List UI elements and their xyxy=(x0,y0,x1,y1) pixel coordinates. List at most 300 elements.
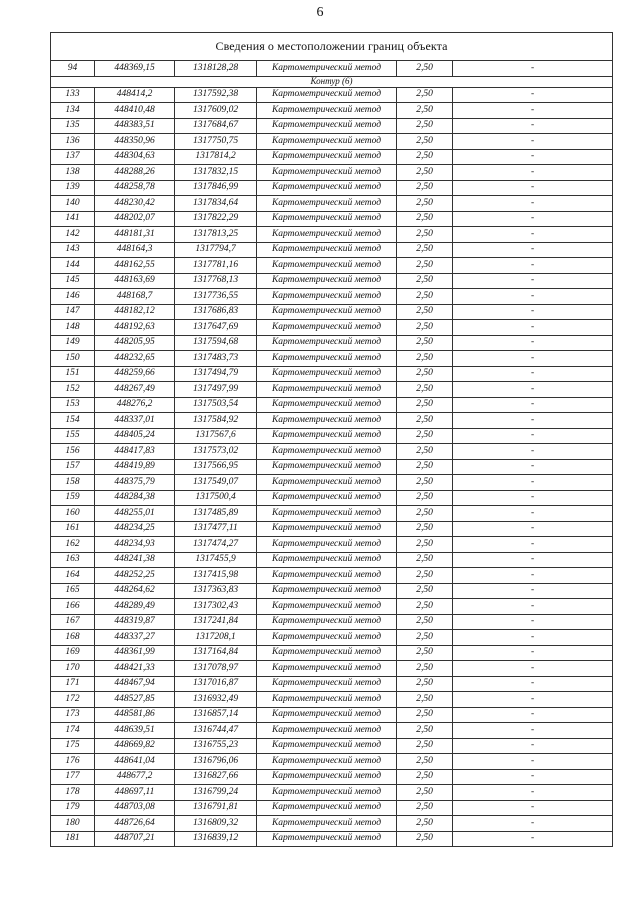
note-cell: - xyxy=(453,428,613,444)
error-cell: 2,50 xyxy=(397,165,453,181)
error-cell: 2,50 xyxy=(397,444,453,460)
method-cell: Картометрический метод xyxy=(257,87,397,103)
x-coordinate-cell: 448202,07 xyxy=(95,211,175,227)
y-coordinate-cell: 1317567,6 xyxy=(175,428,257,444)
error-cell: 2,50 xyxy=(397,335,453,351)
note-cell: - xyxy=(453,599,613,615)
x-coordinate-cell: 448252,25 xyxy=(95,568,175,584)
note-cell: - xyxy=(453,258,613,274)
note-cell: - xyxy=(453,754,613,770)
y-coordinate-cell: 1317609,02 xyxy=(175,103,257,119)
point-number-cell: 179 xyxy=(51,800,95,816)
point-number-cell: 165 xyxy=(51,583,95,599)
table-row xyxy=(51,258,613,274)
x-coordinate-cell: 448255,01 xyxy=(95,506,175,522)
method-cell: Картометрический метод xyxy=(257,304,397,320)
table-row xyxy=(51,242,613,258)
point-number-cell: 144 xyxy=(51,258,95,274)
table-row xyxy=(51,351,613,367)
y-coordinate-cell: 1317483,73 xyxy=(175,351,257,367)
section-row xyxy=(51,76,613,87)
table-row xyxy=(51,475,613,491)
x-coordinate-cell: 448288,26 xyxy=(95,165,175,181)
note-cell: - xyxy=(453,692,613,708)
y-coordinate-cell: 1317594,68 xyxy=(175,335,257,351)
error-cell: 2,50 xyxy=(397,351,453,367)
table-row xyxy=(51,816,613,832)
method-cell: Картометрический метод xyxy=(257,754,397,770)
x-coordinate-cell: 448284,38 xyxy=(95,490,175,506)
y-coordinate-cell: 1317686,83 xyxy=(175,304,257,320)
x-coordinate-cell: 448639,51 xyxy=(95,723,175,739)
y-coordinate-cell: 1316799,24 xyxy=(175,785,257,801)
table-row xyxy=(51,645,613,661)
y-coordinate-cell: 1317455,9 xyxy=(175,552,257,568)
table-row xyxy=(51,61,613,77)
method-cell: Картометрический метод xyxy=(257,382,397,398)
error-cell: 2,50 xyxy=(397,661,453,677)
table-row xyxy=(51,490,613,506)
note-cell: - xyxy=(453,134,613,150)
error-cell: 2,50 xyxy=(397,800,453,816)
point-number-cell: 163 xyxy=(51,552,95,568)
error-cell: 2,50 xyxy=(397,103,453,119)
note-cell: - xyxy=(453,661,613,677)
x-coordinate-cell: 448234,25 xyxy=(95,521,175,537)
method-cell: Картометрический метод xyxy=(257,831,397,847)
point-number-cell: 175 xyxy=(51,738,95,754)
note-cell: - xyxy=(453,335,613,351)
x-coordinate-cell: 448319,87 xyxy=(95,614,175,630)
note-cell: - xyxy=(453,614,613,630)
point-number-cell: 138 xyxy=(51,165,95,181)
error-cell: 2,50 xyxy=(397,134,453,150)
y-coordinate-cell: 1316755,23 xyxy=(175,738,257,754)
table-row xyxy=(51,196,613,212)
method-cell: Картометрический метод xyxy=(257,134,397,150)
x-coordinate-cell: 448168,7 xyxy=(95,289,175,305)
x-coordinate-cell: 448369,15 xyxy=(95,61,175,77)
method-cell: Картометрический метод xyxy=(257,351,397,367)
note-cell: - xyxy=(453,475,613,491)
table-row xyxy=(51,211,613,227)
point-number-cell: 134 xyxy=(51,103,95,119)
method-cell: Картометрический метод xyxy=(257,258,397,274)
x-coordinate-cell: 448337,01 xyxy=(95,413,175,429)
table-row xyxy=(51,692,613,708)
x-coordinate-cell: 448304,63 xyxy=(95,149,175,165)
y-coordinate-cell: 1317485,89 xyxy=(175,506,257,522)
error-cell: 2,50 xyxy=(397,428,453,444)
table-row xyxy=(51,459,613,475)
x-coordinate-cell: 448164,3 xyxy=(95,242,175,258)
table-row xyxy=(51,769,613,785)
x-coordinate-cell: 448707,21 xyxy=(95,831,175,847)
error-cell: 2,50 xyxy=(397,320,453,336)
table-row xyxy=(51,134,613,150)
note-cell: - xyxy=(453,351,613,367)
table-row xyxy=(51,335,613,351)
error-cell: 2,50 xyxy=(397,831,453,847)
note-cell: - xyxy=(453,165,613,181)
x-coordinate-cell: 448192,63 xyxy=(95,320,175,336)
point-number-cell: 136 xyxy=(51,134,95,150)
error-cell: 2,50 xyxy=(397,537,453,553)
table-row xyxy=(51,428,613,444)
method-cell: Картометрический метод xyxy=(257,552,397,568)
method-cell: Картометрический метод xyxy=(257,118,397,134)
note-cell: - xyxy=(453,490,613,506)
point-number-cell: 149 xyxy=(51,335,95,351)
error-cell: 2,50 xyxy=(397,506,453,522)
note-cell: - xyxy=(453,816,613,832)
method-cell: Картометрический метод xyxy=(257,537,397,553)
point-number-cell: 156 xyxy=(51,444,95,460)
y-coordinate-cell: 1317573,02 xyxy=(175,444,257,460)
contour-label: Контур (6) xyxy=(51,76,613,87)
table-row xyxy=(51,118,613,134)
table-row xyxy=(51,583,613,599)
method-cell: Картометрический метод xyxy=(257,738,397,754)
point-number-cell: 94 xyxy=(51,61,95,77)
table-row xyxy=(51,227,613,243)
table-row xyxy=(51,552,613,568)
error-cell: 2,50 xyxy=(397,149,453,165)
method-cell: Картометрический метод xyxy=(257,521,397,537)
point-number-cell: 137 xyxy=(51,149,95,165)
method-cell: Картометрический метод xyxy=(257,769,397,785)
error-cell: 2,50 xyxy=(397,707,453,723)
x-coordinate-cell: 448232,65 xyxy=(95,351,175,367)
x-coordinate-cell: 448264,62 xyxy=(95,583,175,599)
note-cell: - xyxy=(453,118,613,134)
point-number-cell: 148 xyxy=(51,320,95,336)
y-coordinate-cell: 1317363,83 xyxy=(175,583,257,599)
note-cell: - xyxy=(453,645,613,661)
point-number-cell: 180 xyxy=(51,816,95,832)
x-coordinate-cell: 448241,38 xyxy=(95,552,175,568)
y-coordinate-cell: 1317078,97 xyxy=(175,661,257,677)
x-coordinate-cell: 448267,49 xyxy=(95,382,175,398)
table-row xyxy=(51,785,613,801)
point-number-cell: 151 xyxy=(51,366,95,382)
note-cell: - xyxy=(453,506,613,522)
x-coordinate-cell: 448641,04 xyxy=(95,754,175,770)
error-cell: 2,50 xyxy=(397,397,453,413)
x-coordinate-cell: 448419,89 xyxy=(95,459,175,475)
point-number-cell: 142 xyxy=(51,227,95,243)
point-number-cell: 171 xyxy=(51,676,95,692)
note-cell: - xyxy=(453,413,613,429)
x-coordinate-cell: 448230,42 xyxy=(95,196,175,212)
error-cell: 2,50 xyxy=(397,118,453,134)
error-cell: 2,50 xyxy=(397,196,453,212)
note-cell: - xyxy=(453,180,613,196)
y-coordinate-cell: 1317736,55 xyxy=(175,289,257,305)
point-number-cell: 133 xyxy=(51,87,95,103)
error-cell: 2,50 xyxy=(397,490,453,506)
error-cell: 2,50 xyxy=(397,583,453,599)
x-coordinate-cell: 448726,64 xyxy=(95,816,175,832)
point-number-cell: 169 xyxy=(51,645,95,661)
error-cell: 2,50 xyxy=(397,87,453,103)
y-coordinate-cell: 1316932,49 xyxy=(175,692,257,708)
method-cell: Картометрический метод xyxy=(257,614,397,630)
y-coordinate-cell: 1317814,2 xyxy=(175,149,257,165)
method-cell: Картометрический метод xyxy=(257,180,397,196)
table-row xyxy=(51,149,613,165)
method-cell: Картометрический метод xyxy=(257,444,397,460)
note-cell: - xyxy=(453,800,613,816)
y-coordinate-cell: 1318128,28 xyxy=(175,61,257,77)
table-row xyxy=(51,304,613,320)
x-coordinate-cell: 448669,82 xyxy=(95,738,175,754)
error-cell: 2,50 xyxy=(397,413,453,429)
x-coordinate-cell: 448581,86 xyxy=(95,707,175,723)
boundary-coordinates-table xyxy=(50,32,613,847)
error-cell: 2,50 xyxy=(397,552,453,568)
note-cell: - xyxy=(453,382,613,398)
table-row xyxy=(51,521,613,537)
error-cell: 2,50 xyxy=(397,180,453,196)
error-cell: 2,50 xyxy=(397,459,453,475)
x-coordinate-cell: 448410,48 xyxy=(95,103,175,119)
x-coordinate-cell: 448276,2 xyxy=(95,397,175,413)
y-coordinate-cell: 1317494,79 xyxy=(175,366,257,382)
table-row xyxy=(51,754,613,770)
note-cell: - xyxy=(453,227,613,243)
method-cell: Картометрический метод xyxy=(257,707,397,723)
point-number-cell: 170 xyxy=(51,661,95,677)
table-row xyxy=(51,165,613,181)
method-cell: Картометрический метод xyxy=(257,242,397,258)
error-cell: 2,50 xyxy=(397,645,453,661)
y-coordinate-cell: 1317016,87 xyxy=(175,676,257,692)
point-number-cell: 158 xyxy=(51,475,95,491)
y-coordinate-cell: 1317768,13 xyxy=(175,273,257,289)
y-coordinate-cell: 1316857,14 xyxy=(175,707,257,723)
error-cell: 2,50 xyxy=(397,521,453,537)
table-row xyxy=(51,413,613,429)
table-row xyxy=(51,676,613,692)
note-cell: - xyxy=(453,521,613,537)
error-cell: 2,50 xyxy=(397,614,453,630)
y-coordinate-cell: 1317834,64 xyxy=(175,196,257,212)
error-cell: 2,50 xyxy=(397,475,453,491)
point-number-cell: 176 xyxy=(51,754,95,770)
table-row xyxy=(51,599,613,615)
note-cell: - xyxy=(453,320,613,336)
table-row xyxy=(51,366,613,382)
y-coordinate-cell: 1317241,84 xyxy=(175,614,257,630)
error-cell: 2,50 xyxy=(397,211,453,227)
x-coordinate-cell: 448527,85 xyxy=(95,692,175,708)
method-cell: Картометрический метод xyxy=(257,165,397,181)
note-cell: - xyxy=(453,289,613,305)
x-coordinate-cell: 448703,08 xyxy=(95,800,175,816)
table-row xyxy=(51,320,613,336)
table-row xyxy=(51,661,613,677)
table-row xyxy=(51,506,613,522)
note-cell: - xyxy=(453,444,613,460)
note-cell: - xyxy=(453,785,613,801)
method-cell: Картометрический метод xyxy=(257,475,397,491)
method-cell: Картометрический метод xyxy=(257,366,397,382)
error-cell: 2,50 xyxy=(397,568,453,584)
table-title-row xyxy=(51,33,613,61)
x-coordinate-cell: 448350,96 xyxy=(95,134,175,150)
y-coordinate-cell: 1317794,7 xyxy=(175,242,257,258)
method-cell: Картометрический метод xyxy=(257,273,397,289)
method-cell: Картометрический метод xyxy=(257,692,397,708)
y-coordinate-cell: 1317647,69 xyxy=(175,320,257,336)
note-cell: - xyxy=(453,87,613,103)
point-number-cell: 166 xyxy=(51,599,95,615)
y-coordinate-cell: 1317415,98 xyxy=(175,568,257,584)
point-number-cell: 147 xyxy=(51,304,95,320)
table-body xyxy=(51,33,613,847)
x-coordinate-cell: 448361,99 xyxy=(95,645,175,661)
table-row xyxy=(51,289,613,305)
method-cell: Картометрический метод xyxy=(257,506,397,522)
point-number-cell: 143 xyxy=(51,242,95,258)
y-coordinate-cell: 1317822,29 xyxy=(175,211,257,227)
point-number-cell: 139 xyxy=(51,180,95,196)
point-number-cell: 168 xyxy=(51,630,95,646)
method-cell: Картометрический метод xyxy=(257,661,397,677)
error-cell: 2,50 xyxy=(397,242,453,258)
note-cell: - xyxy=(453,769,613,785)
point-number-cell: 173 xyxy=(51,707,95,723)
note-cell: - xyxy=(453,537,613,553)
note-cell: - xyxy=(453,707,613,723)
table-row xyxy=(51,614,613,630)
error-cell: 2,50 xyxy=(397,289,453,305)
note-cell: - xyxy=(453,149,613,165)
point-number-cell: 135 xyxy=(51,118,95,134)
method-cell: Картометрический метод xyxy=(257,676,397,692)
point-number-cell: 164 xyxy=(51,568,95,584)
x-coordinate-cell: 448259,66 xyxy=(95,366,175,382)
table-row xyxy=(51,707,613,723)
note-cell: - xyxy=(453,196,613,212)
error-cell: 2,50 xyxy=(397,738,453,754)
method-cell: Картометрический метод xyxy=(257,816,397,832)
error-cell: 2,50 xyxy=(397,754,453,770)
method-cell: Картометрический метод xyxy=(257,335,397,351)
point-number-cell: 140 xyxy=(51,196,95,212)
error-cell: 2,50 xyxy=(397,304,453,320)
error-cell: 2,50 xyxy=(397,769,453,785)
y-coordinate-cell: 1316839,12 xyxy=(175,831,257,847)
method-cell: Картометрический метод xyxy=(257,428,397,444)
x-coordinate-cell: 448181,31 xyxy=(95,227,175,243)
note-cell: - xyxy=(453,676,613,692)
error-cell: 2,50 xyxy=(397,692,453,708)
point-number-cell: 141 xyxy=(51,211,95,227)
table-title: Сведения о местоположении границ объекта xyxy=(51,33,613,61)
point-number-cell: 146 xyxy=(51,289,95,305)
table-row xyxy=(51,397,613,413)
method-cell: Картометрический метод xyxy=(257,413,397,429)
note-cell: - xyxy=(453,103,613,119)
method-cell: Картометрический метод xyxy=(257,289,397,305)
point-number-cell: 161 xyxy=(51,521,95,537)
point-number-cell: 159 xyxy=(51,490,95,506)
method-cell: Картометрический метод xyxy=(257,196,397,212)
note-cell: - xyxy=(453,273,613,289)
error-cell: 2,50 xyxy=(397,382,453,398)
y-coordinate-cell: 1317832,15 xyxy=(175,165,257,181)
point-number-cell: 152 xyxy=(51,382,95,398)
y-coordinate-cell: 1317500,4 xyxy=(175,490,257,506)
y-coordinate-cell: 1317497,99 xyxy=(175,382,257,398)
method-cell: Картометрический метод xyxy=(257,227,397,243)
point-number-cell: 153 xyxy=(51,397,95,413)
note-cell: - xyxy=(453,723,613,739)
table-row xyxy=(51,630,613,646)
note-cell: - xyxy=(453,831,613,847)
table-row xyxy=(51,738,613,754)
x-coordinate-cell: 448405,24 xyxy=(95,428,175,444)
y-coordinate-cell: 1317474,27 xyxy=(175,537,257,553)
note-cell: - xyxy=(453,568,613,584)
note-cell: - xyxy=(453,459,613,475)
error-cell: 2,50 xyxy=(397,366,453,382)
method-cell: Картометрический метод xyxy=(257,211,397,227)
note-cell: - xyxy=(453,242,613,258)
x-coordinate-cell: 448289,49 xyxy=(95,599,175,615)
note-cell: - xyxy=(453,738,613,754)
y-coordinate-cell: 1317684,67 xyxy=(175,118,257,134)
note-cell: - xyxy=(453,583,613,599)
table-row xyxy=(51,723,613,739)
y-coordinate-cell: 1316796,06 xyxy=(175,754,257,770)
point-number-cell: 167 xyxy=(51,614,95,630)
x-coordinate-cell: 448414,2 xyxy=(95,87,175,103)
x-coordinate-cell: 448417,83 xyxy=(95,444,175,460)
point-number-cell: 150 xyxy=(51,351,95,367)
table-row xyxy=(51,831,613,847)
x-coordinate-cell: 448375,79 xyxy=(95,475,175,491)
error-cell: 2,50 xyxy=(397,599,453,615)
point-number-cell: 178 xyxy=(51,785,95,801)
point-number-cell: 154 xyxy=(51,413,95,429)
table-row xyxy=(51,180,613,196)
method-cell: Картометрический метод xyxy=(257,723,397,739)
error-cell: 2,50 xyxy=(397,273,453,289)
error-cell: 2,50 xyxy=(397,61,453,77)
point-number-cell: 157 xyxy=(51,459,95,475)
note-cell: - xyxy=(453,397,613,413)
y-coordinate-cell: 1317592,38 xyxy=(175,87,257,103)
y-coordinate-cell: 1317208,1 xyxy=(175,630,257,646)
table-row xyxy=(51,87,613,103)
y-coordinate-cell: 1317750,75 xyxy=(175,134,257,150)
error-cell: 2,50 xyxy=(397,258,453,274)
method-cell: Картометрический метод xyxy=(257,568,397,584)
x-coordinate-cell: 448337,27 xyxy=(95,630,175,646)
x-coordinate-cell: 448162,55 xyxy=(95,258,175,274)
y-coordinate-cell: 1317164,84 xyxy=(175,645,257,661)
note-cell: - xyxy=(453,304,613,320)
error-cell: 2,50 xyxy=(397,630,453,646)
x-coordinate-cell: 448182,12 xyxy=(95,304,175,320)
point-number-cell: 155 xyxy=(51,428,95,444)
y-coordinate-cell: 1317477,11 xyxy=(175,521,257,537)
y-coordinate-cell: 1317584,92 xyxy=(175,413,257,429)
x-coordinate-cell: 448163,69 xyxy=(95,273,175,289)
